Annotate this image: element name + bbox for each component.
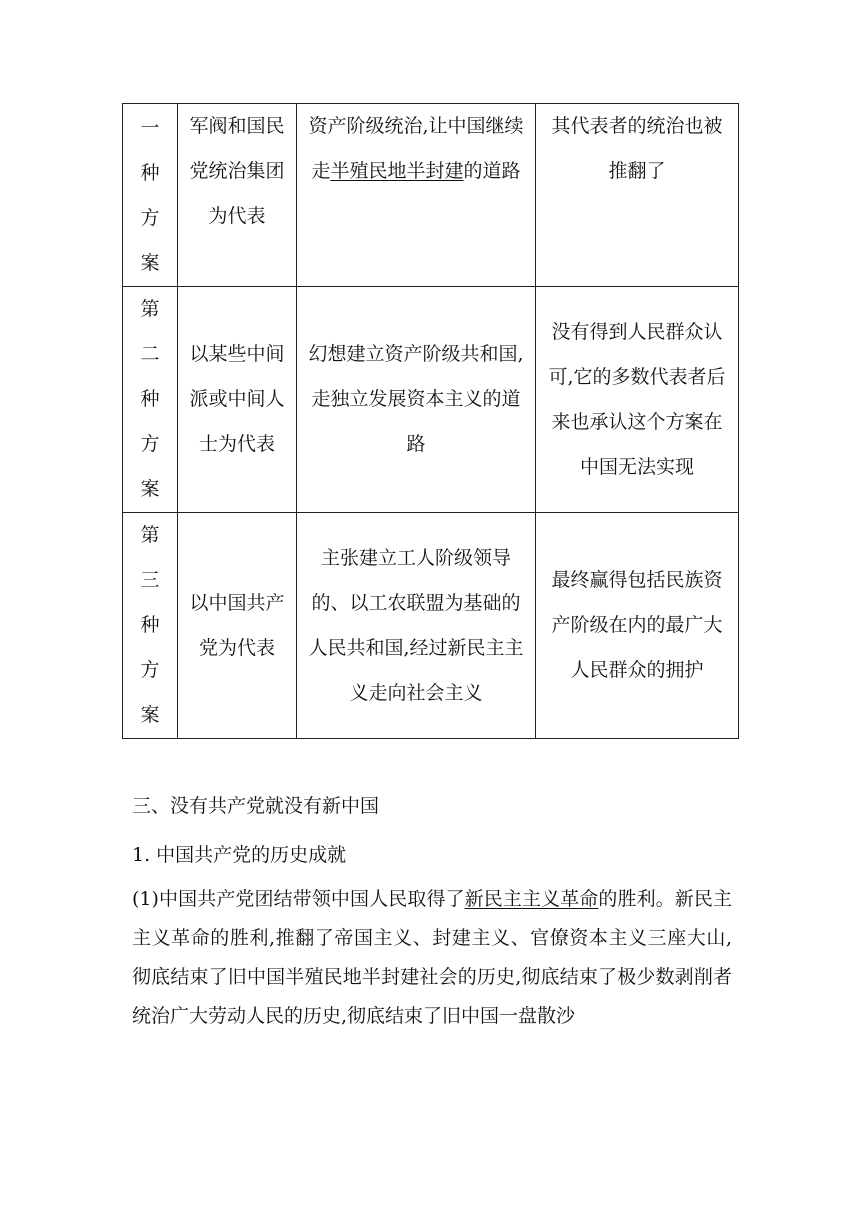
proposal-underlined-text: 半殖民地半封建	[330, 160, 464, 182]
body-paragraph	[132, 880, 732, 1036]
proposal-text: 幻想建立资产阶级共和国,走独立发展资本主义的道路	[308, 343, 524, 455]
plan-name-cell	[123, 513, 178, 739]
table-row	[123, 513, 739, 739]
result-cell: 没有得到人民群众认可,它的多数代表者后来也承认这个方案在中国无法实现	[536, 287, 739, 513]
underlined-term: 新民主主义革命	[464, 888, 599, 910]
proposal-text: 主张建立工人阶级领导的、以工农联盟为基础的人民共和国,经过新民主主义走向社会主义	[308, 546, 524, 704]
plan-name-cell	[123, 104, 178, 287]
plan-name-cell	[123, 287, 178, 513]
plan-name: 第二种方案	[140, 298, 160, 500]
section-text	[132, 790, 732, 1036]
representative-cell: 以中国共产党为代表	[178, 513, 297, 739]
result-cell: 其代表者的统治也被推翻了	[536, 104, 739, 287]
result-cell: 最终赢得包括民族资产阶级在内的最广大人民群众的拥护	[536, 513, 739, 739]
representative-cell: 以某些中间派或中间人士为代表	[178, 287, 297, 513]
section-heading: 三、没有共产党就没有新中国	[132, 795, 380, 817]
proposal-cell	[297, 104, 536, 287]
plan-comparison-table	[122, 103, 739, 739]
proposal-cell	[297, 287, 536, 513]
plan-name: 第三种方案	[140, 524, 160, 726]
paragraph-text: (1)中国共产党团结带领中国人民取得了	[132, 888, 465, 910]
representative-cell: 军阀和国民党统治集团为代表	[178, 104, 297, 287]
plan-name: 一种方案	[140, 117, 160, 274]
table-row	[123, 104, 739, 287]
proposal-text-tail: 的道路	[463, 160, 521, 182]
table-row	[123, 287, 739, 513]
proposal-text: 资产阶级统治,让中国继续走	[308, 115, 524, 182]
paragraph-text-tail: 的胜利。新民主主义革命的胜利,推翻了帝国主义、封建主义、官僚资本主义三座大山,彻底结束了旧中国半殖民地半封建社会的历史,彻底结束了极少数剥削者统治广大劳动人民的历史,彻底结束了旧中国一盘散沙	[132, 888, 732, 1027]
proposal-cell	[297, 513, 536, 739]
section-subheading: 1. 中国共产党的历史成就	[132, 844, 347, 866]
